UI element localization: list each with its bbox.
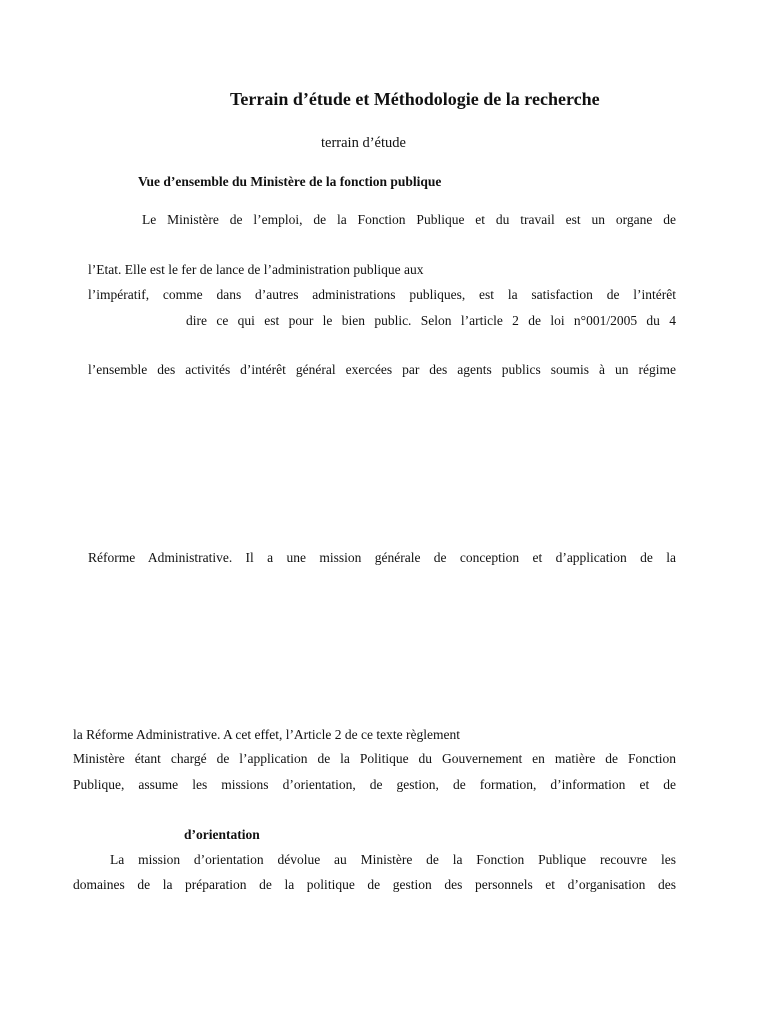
paragraph-line: Réforme Administrative. Il a une mission générale de conception et d’application de la bbox=[88, 550, 676, 565]
paragraph-line: l’ensemble des activités d’intérêt général exercées par des agents publics soumis à un régime bbox=[88, 362, 676, 377]
paragraph-line: dire ce qui est pour le bien public. Selon l’article 2 de loi n°001/2005 du 4 bbox=[186, 313, 676, 328]
paragraph-line: l’impératif, comme dans d’autres administrations publiques, est la satisfaction de l’intérêt bbox=[88, 287, 676, 302]
paragraph-line: Le Ministère de l’emploi, de la Fonction Publique et du travail est un organe de bbox=[142, 212, 676, 227]
paragraph-line: La mission d’orientation dévolue au Ministère de la Fonction Publique recouvre les bbox=[110, 852, 676, 867]
section-subtitle: terrain d’étude bbox=[321, 135, 406, 151]
orientation-heading: d’orientation bbox=[184, 827, 260, 842]
paragraph-line: l’Etat. Elle est le fer de lance de l’administration publique aux bbox=[88, 262, 424, 277]
paragraph-line: Ministère étant chargé de l’application de la Politique du Gouvernement en matière de Fonction bbox=[73, 751, 676, 766]
paragraph-line: domaines de la préparation de la politique de gestion des personnels et d’organisation des bbox=[73, 877, 676, 892]
paragraph-line: la Réforme Administrative. A cet effet, l’Article 2 de ce texte règlement bbox=[73, 727, 460, 742]
section-heading: Vue d’ensemble du Ministère de la fonction publique bbox=[138, 174, 442, 189]
page-title: Terrain d’étude et Méthodologie de la recherche bbox=[230, 89, 600, 109]
paragraph-line: Publique, assume les missions d’orientation, de gestion, de formation, d’information et de bbox=[73, 777, 676, 792]
